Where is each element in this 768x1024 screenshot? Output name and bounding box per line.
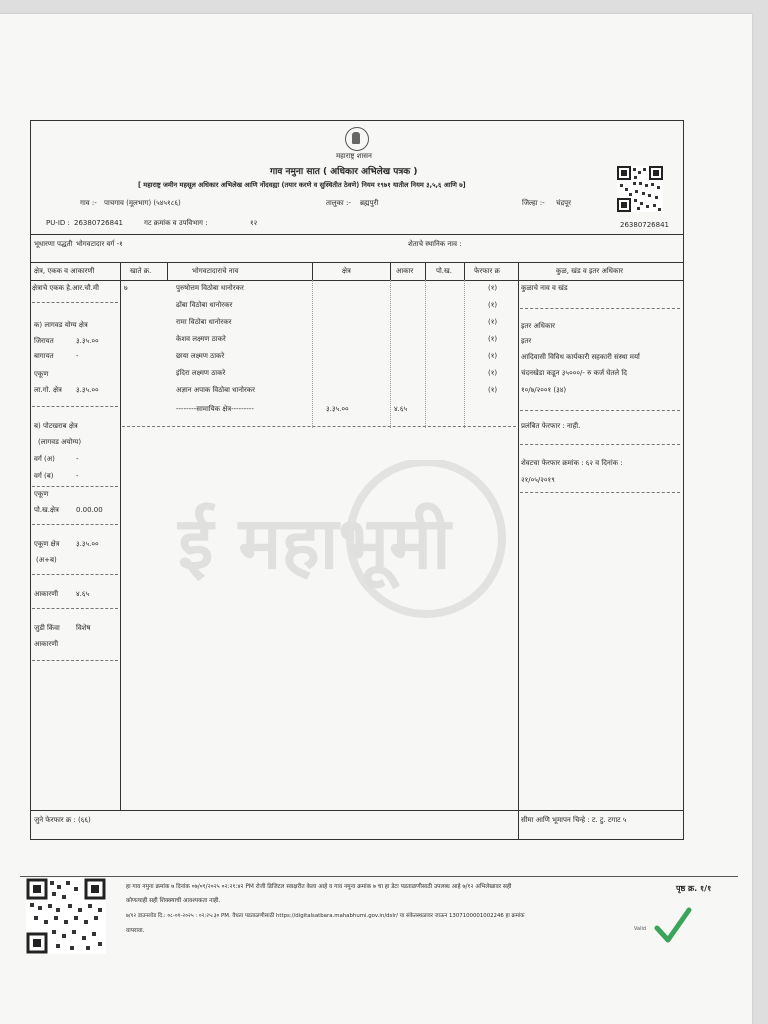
- lago-value: ३.३५.००: [76, 386, 99, 394]
- owner-name: पुरुषोत्तम विठोबा धानोरकर: [176, 284, 244, 292]
- pokh-area-label: पो.ख.क्षेत्र: [34, 506, 59, 514]
- last-mutation-date: २१/०५/२०१९: [521, 476, 555, 484]
- footer-line-3: ७/१२ डाउनलोड दि.: ०८-०१-२०२५ : ०२:२५:३० PM. वैधता पडताळणीसाठी https://digitalsatbara.mahabhumi.gov.in/dsIr/ या संकेतस्थळावर जाऊन 1307100001002246 हा क्रमांक: [126, 913, 525, 919]
- jirayat-label: जिरायत: [34, 337, 54, 345]
- rights-line-2: चंदनखेडा कडून ३५०००/- रु कर्ज घेतले दि: [521, 369, 627, 377]
- owner-name: छाया लक्ष्मण ठाकरे: [176, 352, 225, 360]
- tenure-value: भोगवटादार वर्ग -१: [76, 240, 123, 248]
- jirayat-value: ३.३५.००: [76, 337, 99, 345]
- taluka-value: ब्रह्मपुरी: [360, 199, 379, 207]
- total-label: एकूण: [34, 370, 49, 378]
- valid-checkmark-icon: [654, 906, 692, 946]
- common-area-value: ३.३५.००: [326, 405, 349, 413]
- varg-b-label: वर्ग (ब): [34, 472, 54, 480]
- owner-mutation-no: (१): [488, 386, 498, 394]
- rights-line-3: १०/७/२००१ (३४): [521, 386, 567, 394]
- bagayat-label: बागायत: [34, 352, 54, 360]
- varg-b-value: -: [76, 472, 79, 480]
- taluka-label: तालुका :-: [326, 199, 351, 207]
- other-rights-sub: इतर: [521, 337, 532, 345]
- gat-label: गट क्रमांक व उपविभाग :: [144, 219, 208, 227]
- owner-name: रामा विठोबा धानोरकर: [176, 318, 232, 326]
- grand-total-label: एकूण क्षेत्र: [34, 540, 60, 548]
- cultivable-label: क) लागवड योग्य क्षेत्र: [34, 321, 88, 329]
- owner-name: इंदिरा लक्ष्मण ठाकरे: [176, 369, 226, 377]
- qr-code-number: 26380726841: [620, 221, 669, 229]
- footer-line-1: हा गाव नमुना क्रमांक ७ दिनांक ०७/०१/२०२५ ०२:२१:४२ PM रोजी डिजिटल स्वाक्षरीत केला आहे व गाव नमुना क्रमांक ७ चा हा डेटा पडताळणीसाठी उपलब्ध आहे ७/१२ अभिलेखावर सही: [126, 884, 512, 890]
- area-header: क्षेत्र: [342, 267, 351, 275]
- varg-a-value: -: [76, 455, 79, 463]
- page-number: पृष्ठ क्र. १/१: [676, 884, 712, 893]
- district-value: चंद्रपूर: [556, 199, 572, 207]
- owner-mutation-no: (१): [488, 284, 498, 292]
- gat-value: १२: [250, 219, 258, 227]
- assessment-value: ४.६५: [76, 590, 90, 598]
- pokh-area-value: 0.00.00: [76, 506, 103, 514]
- other-rights-label: इतर अधिकार: [521, 322, 556, 330]
- pending-mutation-label: प्रलंबित फेरफार : नाही.: [521, 422, 581, 430]
- footer-qr-code-icon: [26, 878, 106, 954]
- mahabhumi-watermark-icon: [170, 460, 530, 620]
- total2-label: एकूण: [34, 490, 49, 498]
- khata-col-header: खाते क्र.: [130, 267, 152, 275]
- owner-mutation-no: (१): [488, 335, 498, 343]
- judi-label: जुडी किंवा: [34, 624, 60, 632]
- pokharab-header: पो.ख.: [436, 267, 452, 275]
- old-mutation-label: जुने फेरफार क्र : (६६): [34, 816, 91, 824]
- page-title: गाव नमुना सात ( अधिकार अभिलेख पत्रक ): [270, 167, 418, 177]
- varg-a-label: वर्ग (अ): [34, 455, 55, 463]
- bagayat-value: -: [76, 352, 79, 360]
- pu-id-label: PU-ID :: [46, 219, 70, 227]
- owner-name: केशव लक्ष्मण ठाकरे: [176, 335, 226, 343]
- owner-name: अज्ञान अपाक विठोबा धानोरकर: [176, 386, 256, 394]
- grand-total-sub: (अ+ब): [36, 556, 57, 564]
- pokharab-area-label: ब) पोटखराब क्षेत्र: [34, 422, 78, 430]
- state-label: महाराष्ट्र शासन: [336, 152, 372, 160]
- boundary-marks-label: सीमा आणि भूमापन चिन्हे : ट. टु. टगाट ५: [521, 816, 627, 824]
- village-label: गाव :-: [80, 199, 97, 207]
- footer-line-4: वापरावा.: [126, 928, 145, 934]
- grand-total-value: ३.३५.००: [76, 540, 99, 548]
- owner-mutation-no: (१): [488, 318, 498, 326]
- unit-line: क्षेत्राचे एकक हे.आर.चौ.मी: [32, 284, 99, 292]
- owner-col-header: भोगवटादाराचे नाव: [192, 267, 239, 275]
- pu-id-value: 26380726841: [74, 219, 123, 227]
- lago-label: ला.गो. क्षेत्र: [34, 386, 62, 394]
- kul-label: कुळाचे नाव व खंड: [521, 284, 568, 292]
- area-col-header: क्षेत्र, एकक व आकारणी: [34, 267, 95, 275]
- judi-sub: आकारणी: [34, 640, 59, 648]
- village-value: पाचगाव (मूलभाग) (५४५१८६): [104, 199, 181, 207]
- khata-number: ७: [124, 284, 128, 292]
- rights-line-1: आदिवासी विविध कार्यकारी सहकारी संस्था मर्या: [521, 353, 640, 361]
- mutation-no-header: फेरफार क्र: [474, 267, 500, 275]
- owner-mutation-no: (१): [488, 301, 498, 309]
- owner-mutation-no: (१): [488, 369, 498, 377]
- common-area-label: --------सामायिक क्षेत्र---------: [176, 405, 254, 413]
- tenure-label: भूधारणा पद्धती: [34, 240, 73, 248]
- valid-label: Valid: [634, 926, 647, 932]
- common-assessment-value: ४.६५: [394, 405, 408, 413]
- pokharab-sub-label: (लागवड अयोग्य): [38, 438, 82, 446]
- page-subtitle: [ महाराष्ट्र जमीन महसूल अधिकार अभिलेख आणि नोंदवह्या (तयार करणे व सुस्थितीत ठेवणे) नियम १९७१ यातील नियम ३,५,६ आणि ७]: [138, 181, 466, 189]
- owner-mutation-no: (१): [488, 352, 498, 360]
- district-label: जिल्हा :-: [522, 199, 545, 207]
- watermark-text: ई महाभूमी: [178, 501, 451, 585]
- assessment-label: आकारणी: [34, 590, 59, 598]
- judi-value: विशेष: [76, 624, 91, 632]
- assessment-header: आकार: [396, 267, 414, 275]
- local-name-label: शेताचे स्थानिक नाव :: [408, 240, 462, 248]
- rights-col-header: कुळ, खंड व इतर अधिकार: [556, 267, 623, 275]
- footer-line-2: कोणत्याही सही शिक्क्याची आवश्यकता नाही.: [126, 898, 221, 904]
- last-mutation-label: शेवटचा फेरफार क्रमांक : ६२ व दिनांक :: [521, 459, 623, 467]
- owner-name: ढोंबा विठोबा धानोरकर: [176, 301, 233, 309]
